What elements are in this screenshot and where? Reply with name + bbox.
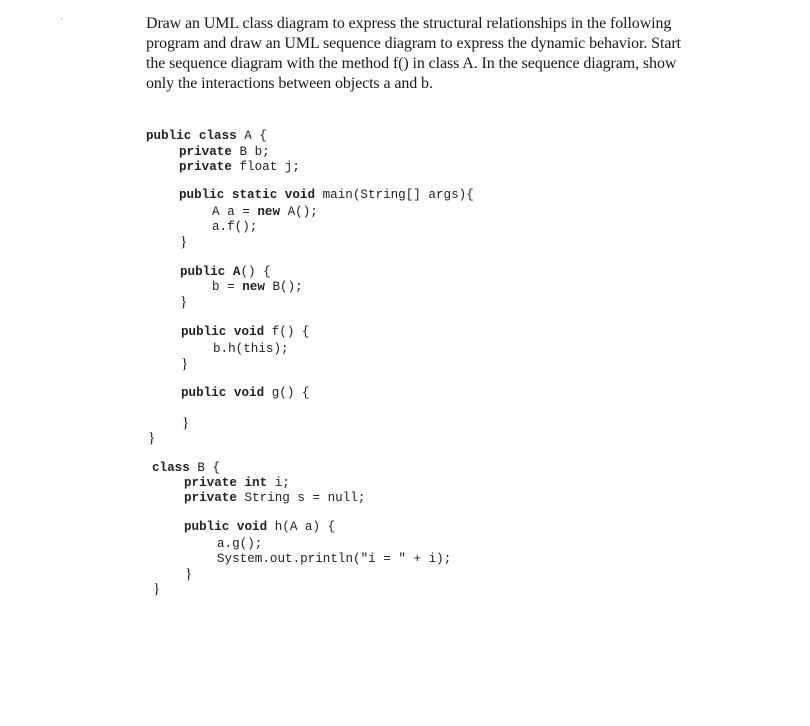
question-line-4: only the interactions between objects a and b.	[146, 75, 433, 92]
main-close-brace: }	[180, 234, 188, 250]
method-f-signature: public void f() {	[181, 325, 310, 339]
field-s: private String s = null;	[184, 491, 366, 505]
question-line-1: Draw an UML class diagram to express the structural relationships in the following	[146, 15, 672, 32]
constructor-signature: public A() {	[180, 265, 271, 279]
class-a-header: public class A {	[146, 129, 267, 143]
constructor-close-brace: }	[180, 294, 188, 310]
field-b: private B b;	[179, 145, 270, 159]
class-a-close-brace: }	[148, 430, 156, 446]
question-line-2: program and draw an UML sequence diagram to express the dynamic behavior. Start	[146, 35, 681, 52]
main-body-line-1: A a = new A();	[212, 205, 318, 219]
field-j: private float j;	[179, 160, 300, 174]
method-h-body-line-2: System.out.println("i = " + i);	[217, 552, 452, 566]
method-main-signature: public static void main(String[] args){	[179, 188, 474, 202]
method-h-body-line-1: a.g();	[217, 537, 263, 551]
main-body-line-2: a.f();	[212, 220, 258, 234]
question-line-3: the sequence diagram with the method f() in class A. In the sequence diagram, show	[146, 55, 677, 72]
method-f-close-brace: }	[181, 356, 189, 372]
method-h-close-brace: }	[185, 566, 193, 582]
class-b-close-brace: }	[153, 581, 161, 597]
scan-mark: ·	[60, 14, 63, 24]
constructor-body: b = new B();	[212, 280, 303, 294]
field-i: private int i;	[184, 476, 290, 490]
question-text	[146, 14, 706, 94]
method-f-body: b.h(this);	[213, 342, 289, 356]
method-g-close-brace: }	[182, 415, 190, 431]
class-b-header: class B {	[152, 461, 221, 475]
method-h-signature: public void h(A a) {	[184, 520, 336, 534]
method-g-signature: public void g() {	[181, 386, 310, 400]
